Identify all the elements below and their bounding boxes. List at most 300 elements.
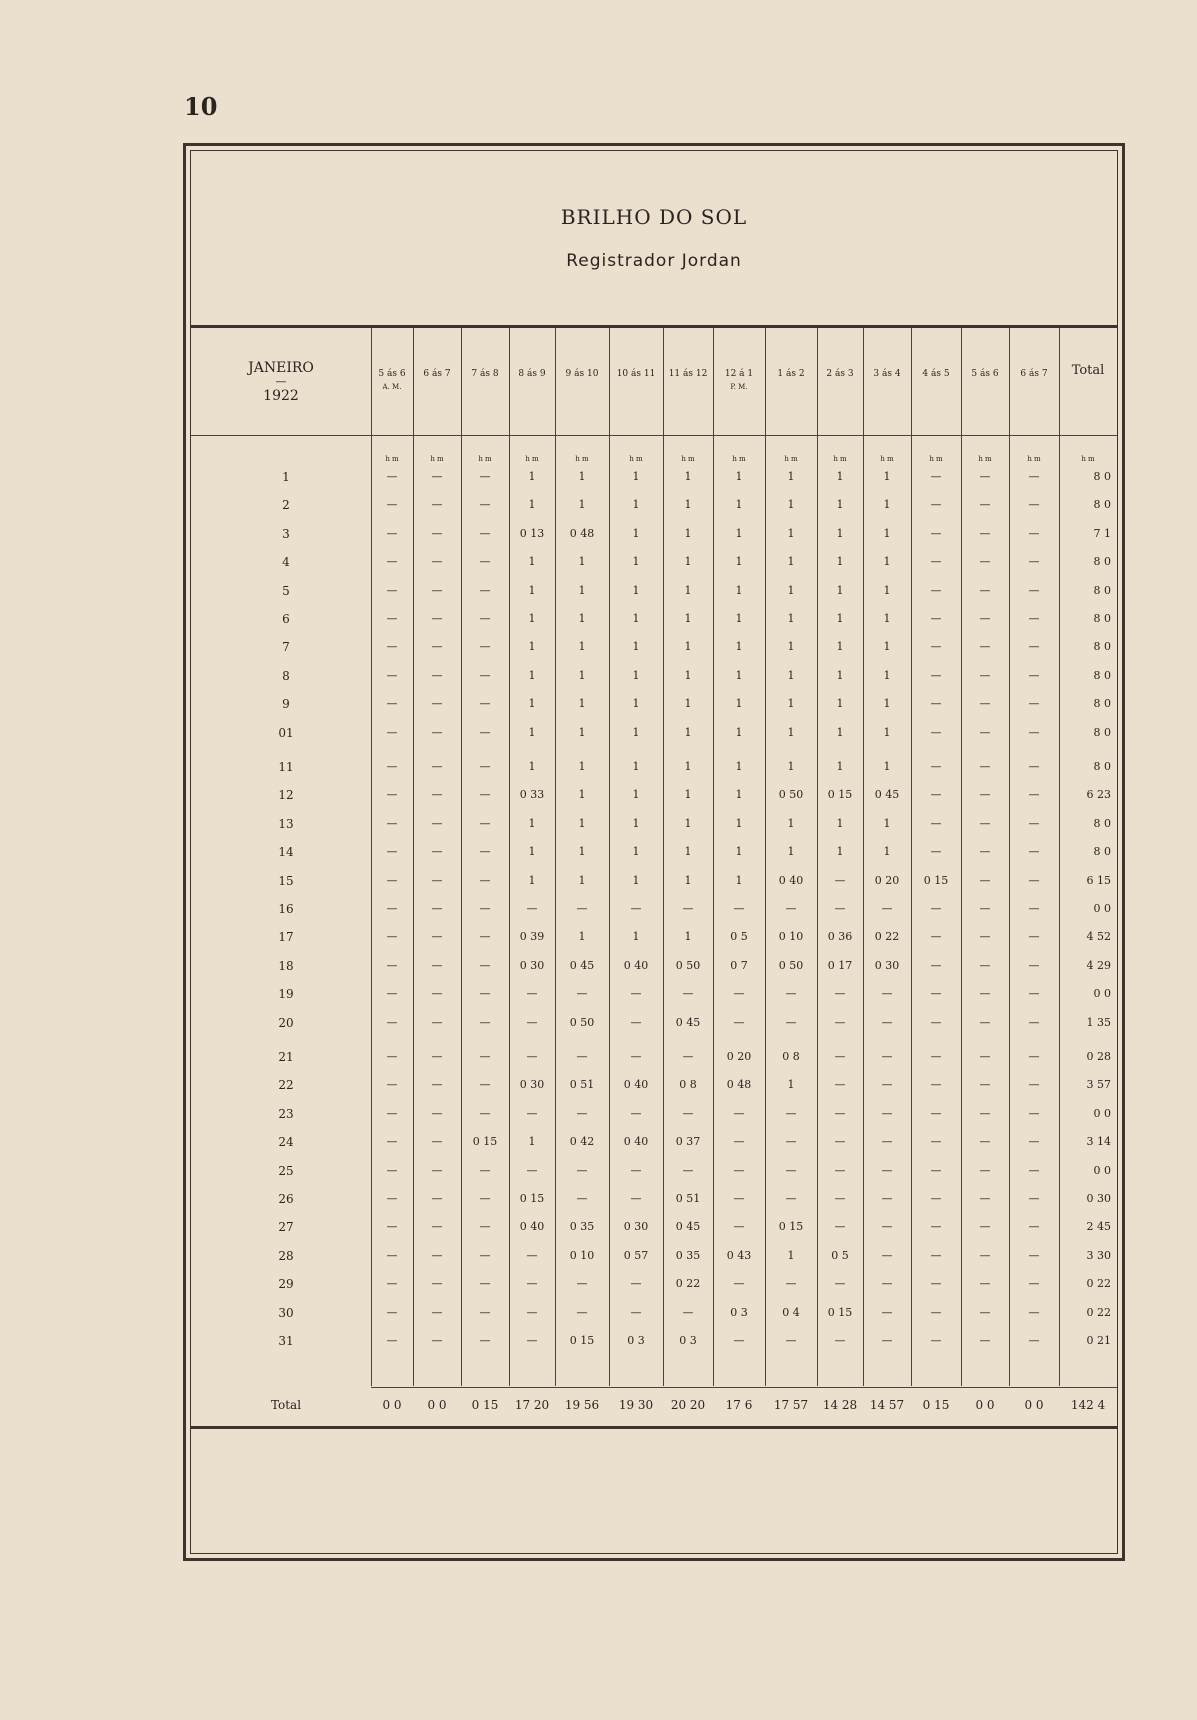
table-cell: — xyxy=(576,1277,588,1291)
table-row xyxy=(191,760,1117,780)
table-cell: — xyxy=(576,902,588,915)
column-header-label: 6 ás 7 xyxy=(423,369,451,379)
table-cell: — xyxy=(1028,1192,1040,1205)
table-cell: 0 10 xyxy=(778,930,804,944)
table-cell: 3 30 xyxy=(1086,1248,1111,1262)
table-cell: — xyxy=(930,1078,942,1092)
column-header xyxy=(371,368,413,394)
table-row xyxy=(191,1050,1117,1070)
table-cell: 1 xyxy=(632,697,640,711)
total-cell: 0 0 xyxy=(975,1398,995,1412)
table-cell: — xyxy=(479,498,491,512)
month-label xyxy=(191,359,371,405)
table-cell: 0 37 xyxy=(675,1135,701,1149)
table-cell: 1 xyxy=(684,788,692,802)
day-label: 30 xyxy=(278,1305,294,1320)
table-cell: 1 xyxy=(836,526,844,540)
table-cell: 1 xyxy=(578,498,586,512)
table-cell: — xyxy=(1028,1106,1040,1120)
table-cell: — xyxy=(576,1106,588,1120)
table-row xyxy=(191,640,1117,660)
table-cell: — xyxy=(386,1015,398,1029)
table-cell: — xyxy=(979,668,991,682)
table-cell: 0 15 xyxy=(569,1334,595,1347)
table-cell: 0 48 xyxy=(569,526,595,540)
table-cell: — xyxy=(479,470,491,483)
table-cell: 1 xyxy=(528,845,536,859)
table-cell: 0 15 xyxy=(472,1135,498,1149)
table-cell: 0 30 xyxy=(519,1078,545,1092)
table-cell: — xyxy=(979,526,991,540)
table-cell: 0 10 xyxy=(569,1248,595,1262)
table-cell: — xyxy=(682,1305,694,1319)
table-cell: 1 xyxy=(528,1135,536,1149)
table-cell: — xyxy=(479,668,491,682)
column-header xyxy=(461,368,509,381)
table-cell: — xyxy=(930,1163,942,1177)
total-cell: 0 0 xyxy=(382,1398,402,1412)
day-label: 14 xyxy=(278,845,294,860)
table-frame xyxy=(183,143,1125,1561)
table-row xyxy=(191,987,1117,1007)
table-cell: — xyxy=(431,1106,443,1120)
table-cell: — xyxy=(479,555,491,569)
table-cell: — xyxy=(1028,1163,1040,1177)
table-cell: — xyxy=(431,788,443,802)
table-cell: 0 30 xyxy=(519,958,545,972)
column-header-label: 2 ás 3 xyxy=(826,369,854,379)
table-cell: — xyxy=(479,1248,491,1262)
table-cell: 0 3 xyxy=(627,1334,645,1347)
table-row xyxy=(191,555,1117,575)
page-subtitle: Registrador Jordan xyxy=(566,251,742,271)
day-label: 13 xyxy=(278,816,294,831)
table-cell: — xyxy=(979,958,991,972)
table-row xyxy=(191,498,1117,518)
table-cell: — xyxy=(881,1106,893,1120)
units-rule xyxy=(191,435,1117,436)
table-cell: 3 57 xyxy=(1086,1078,1111,1092)
unit-label: h m xyxy=(1081,455,1095,463)
table-row xyxy=(191,1306,1117,1326)
total-cell: 17 20 xyxy=(514,1398,550,1412)
table-cell: 1 xyxy=(578,470,586,483)
table-cell: — xyxy=(479,526,491,540)
table-cell: — xyxy=(1028,1248,1040,1262)
table-cell: 1 xyxy=(632,760,640,773)
table-cell: 1 xyxy=(684,725,692,739)
day-label: 19 xyxy=(278,987,294,1002)
table-cell: — xyxy=(881,1135,893,1149)
table-cell: — xyxy=(479,1277,491,1291)
table-cell: — xyxy=(979,1106,991,1120)
table-cell: 0 20 xyxy=(874,873,900,887)
total-cell: 0 15 xyxy=(471,1398,499,1412)
table-cell: — xyxy=(479,845,491,859)
column-header-label: 10 ás 11 xyxy=(616,369,656,379)
table-cell: 8 0 xyxy=(1093,760,1111,773)
table-cell: 1 xyxy=(528,583,536,597)
table-cell: — xyxy=(1028,612,1040,625)
table-cell: — xyxy=(526,1015,538,1029)
table-cell: 1 xyxy=(836,583,844,597)
day-label: 28 xyxy=(278,1248,294,1263)
table-cell: 0 22 xyxy=(675,1277,701,1291)
table-row xyxy=(191,817,1117,837)
table-cell: 1 xyxy=(836,725,844,739)
table-cell: — xyxy=(526,1050,538,1063)
table-cell: — xyxy=(431,498,443,512)
table-cell: — xyxy=(979,1220,991,1234)
table-cell: 1 xyxy=(684,873,692,887)
table-cell: 0 40 xyxy=(623,958,649,972)
table-cell: — xyxy=(479,640,491,654)
table-cell: — xyxy=(930,470,942,483)
table-cell: — xyxy=(785,1163,797,1177)
table-cell: — xyxy=(785,987,797,1001)
table-cell: — xyxy=(386,470,398,483)
table-row xyxy=(191,1220,1117,1240)
unit-label: h m xyxy=(575,455,589,463)
table-cell: — xyxy=(1028,873,1040,887)
table-cell: — xyxy=(881,1050,893,1063)
table-cell: — xyxy=(682,1163,694,1177)
table-cell: — xyxy=(979,816,991,830)
table-cell: 0 39 xyxy=(519,930,545,944)
table-cell: 1 xyxy=(528,725,536,739)
table-cell: — xyxy=(834,1015,846,1029)
table-cell: 0 7 xyxy=(730,958,748,972)
table-cell: 1 xyxy=(735,668,743,682)
table-cell: — xyxy=(785,1135,797,1149)
table-cell: — xyxy=(479,1078,491,1092)
table-cell: — xyxy=(479,788,491,802)
table-cell: — xyxy=(930,668,942,682)
table-cell: — xyxy=(479,1015,491,1029)
bottom-rule xyxy=(191,1426,1117,1429)
table-cell: 1 xyxy=(632,526,640,540)
table-cell: 1 xyxy=(883,470,891,483)
table-cell: 1 xyxy=(684,845,692,859)
table-cell: — xyxy=(834,1106,846,1120)
table-cell: — xyxy=(930,1106,942,1120)
table-cell: — xyxy=(630,987,642,1001)
year-label: 1922 xyxy=(263,388,299,404)
table-cell: 0 45 xyxy=(675,1015,701,1029)
table-cell: — xyxy=(431,470,443,483)
table-cell: — xyxy=(930,930,942,944)
table-cell: 1 xyxy=(578,725,586,739)
column-header xyxy=(509,368,555,381)
table-cell: 1 xyxy=(684,760,692,773)
table-row xyxy=(191,726,1117,746)
table-cell: — xyxy=(979,1135,991,1149)
table-frame-inner xyxy=(190,150,1118,1554)
table-cell: 1 xyxy=(528,470,536,483)
table-cell: — xyxy=(479,1334,491,1347)
day-label: 27 xyxy=(278,1220,294,1235)
table-cell: 1 xyxy=(632,845,640,859)
table-row xyxy=(191,902,1117,922)
table-cell: — xyxy=(930,1050,942,1063)
unit-label: h m xyxy=(929,455,943,463)
day-label: 29 xyxy=(278,1277,294,1292)
day-label: 12 xyxy=(278,788,294,803)
table-cell: — xyxy=(785,1192,797,1205)
day-label: 8 xyxy=(282,668,290,683)
table-cell: 0 35 xyxy=(675,1248,701,1262)
day-label: 23 xyxy=(278,1106,294,1121)
total-cell: 14 28 xyxy=(822,1398,858,1412)
table-cell: 1 xyxy=(578,640,586,654)
table-cell: — xyxy=(979,612,991,625)
table-cell: — xyxy=(979,1192,991,1205)
table-cell: — xyxy=(1028,816,1040,830)
table-cell: 1 xyxy=(787,697,795,711)
table-cell: — xyxy=(386,1078,398,1092)
column-header xyxy=(609,368,663,381)
table-cell: 1 xyxy=(528,640,536,654)
table-cell: 1 xyxy=(735,725,743,739)
table-cell: 7 1 xyxy=(1093,526,1111,540)
unit-label: h m xyxy=(478,455,492,463)
table-cell: — xyxy=(479,1220,491,1234)
table-cell: — xyxy=(431,902,443,915)
table-cell: — xyxy=(576,1192,588,1205)
table-cell: — xyxy=(733,902,745,915)
table-cell: 1 xyxy=(836,816,844,830)
table-row xyxy=(191,788,1117,808)
table-cell: 1 xyxy=(787,845,795,859)
table-cell: — xyxy=(386,668,398,682)
table-cell: — xyxy=(682,1050,694,1063)
column-header-label: 7 ás 8 xyxy=(471,369,499,379)
table-cell: — xyxy=(431,1334,443,1347)
table-cell: — xyxy=(1028,640,1040,654)
table-cell: 0 8 xyxy=(679,1078,697,1092)
table-cell: 0 30 xyxy=(1086,1192,1111,1205)
table-cell: 1 xyxy=(883,816,891,830)
table-cell: — xyxy=(479,725,491,739)
table-cell: — xyxy=(386,958,398,972)
table-cell: 8 0 xyxy=(1093,697,1111,711)
column-header xyxy=(713,368,765,394)
column-header-label: 6 ás 7 xyxy=(1020,369,1048,379)
table-cell: 1 xyxy=(883,845,891,859)
table-cell: — xyxy=(386,873,398,887)
column-header xyxy=(765,368,817,381)
table-row xyxy=(191,1107,1117,1127)
table-cell: — xyxy=(1028,526,1040,540)
table-cell: 1 xyxy=(735,873,743,887)
table-cell: — xyxy=(834,1220,846,1234)
table-cell: 0 13 xyxy=(519,526,545,540)
table-row xyxy=(191,874,1117,894)
table-cell: 0 42 xyxy=(569,1135,595,1149)
table-cell: 0 21 xyxy=(1086,1334,1111,1347)
table-row xyxy=(191,959,1117,979)
table-cell: — xyxy=(386,640,398,654)
table-cell: — xyxy=(526,1106,538,1120)
table-cell: — xyxy=(930,583,942,597)
table-cell: 1 xyxy=(528,697,536,711)
table-cell: — xyxy=(834,873,846,887)
table-cell: — xyxy=(431,583,443,597)
column-header-label: 4 ás 5 xyxy=(922,369,950,379)
table-cell: 0 50 xyxy=(569,1015,595,1029)
month-name: JANEIRO xyxy=(248,360,314,376)
table-cell: 1 xyxy=(735,697,743,711)
day-label: 20 xyxy=(278,1015,294,1030)
table-cell: 0 15 xyxy=(827,788,853,802)
table-cell: 1 xyxy=(632,612,640,625)
table-cell: — xyxy=(881,987,893,1001)
table-cell: — xyxy=(431,1192,443,1205)
table-cell: — xyxy=(526,1248,538,1262)
table-cell: — xyxy=(733,1334,745,1347)
table-cell: 0 22 xyxy=(1086,1277,1111,1291)
table-cell: — xyxy=(834,1192,846,1205)
table-cell: 1 xyxy=(578,760,586,773)
table-cell: — xyxy=(930,1277,942,1291)
table-row xyxy=(191,669,1117,689)
table-cell: 0 48 xyxy=(726,1078,752,1092)
table-cell: 1 xyxy=(528,760,536,773)
unit-label: h m xyxy=(833,455,847,463)
column-header-label: 1 ás 2 xyxy=(777,369,805,379)
day-label: 21 xyxy=(278,1050,294,1064)
table-cell: 1 xyxy=(735,498,743,512)
table-cell: — xyxy=(979,845,991,859)
table-cell: — xyxy=(386,1163,398,1177)
total-row xyxy=(191,1398,1117,1418)
table-cell: — xyxy=(979,930,991,944)
column-header xyxy=(555,368,609,381)
table-cell: 0 50 xyxy=(675,958,701,972)
table-cell: 1 xyxy=(632,555,640,569)
total-cell: 20 20 xyxy=(670,1398,706,1412)
table-cell: — xyxy=(526,987,538,1001)
table-cell: 0 40 xyxy=(519,1220,545,1234)
table-cell: 8 0 xyxy=(1093,668,1111,682)
table-cell: — xyxy=(1028,1135,1040,1149)
table-cell: — xyxy=(576,1163,588,1177)
table-cell: 0 40 xyxy=(623,1078,649,1092)
day-label: 22 xyxy=(278,1078,294,1093)
table-cell: 1 xyxy=(684,555,692,569)
table-cell: — xyxy=(682,902,694,915)
table-cell: 1 35 xyxy=(1086,1015,1111,1029)
table-cell: — xyxy=(526,1163,538,1177)
table-cell: 0 15 xyxy=(827,1305,853,1319)
column-header-label: 9 ás 10 xyxy=(565,369,599,379)
day-label: 2 xyxy=(282,498,290,513)
unit-label: h m xyxy=(784,455,798,463)
table-cell: — xyxy=(733,1106,745,1120)
table-cell: — xyxy=(1028,668,1040,682)
total-cell: 17 57 xyxy=(773,1398,809,1412)
table-cell: 1 xyxy=(787,760,795,773)
total-rule xyxy=(371,1387,1117,1388)
day-label: 5 xyxy=(282,583,290,598)
table-cell: — xyxy=(930,725,942,739)
table-row xyxy=(191,1249,1117,1269)
total-cell: 142 4 xyxy=(1070,1398,1106,1412)
column-header-label: Total xyxy=(1071,363,1105,378)
table-cell: — xyxy=(733,1192,745,1205)
table-cell: 1 xyxy=(528,555,536,569)
table-cell: — xyxy=(930,1192,942,1205)
table-cell: — xyxy=(1028,958,1040,972)
table-cell: 0 45 xyxy=(569,958,595,972)
table-cell: 1 xyxy=(787,612,795,625)
table-cell: — xyxy=(881,1078,893,1092)
table-cell: — xyxy=(431,958,443,972)
table-cell: — xyxy=(386,498,398,512)
table-cell: — xyxy=(431,640,443,654)
table-cell: — xyxy=(386,930,398,944)
table-cell: — xyxy=(630,1050,642,1063)
table-cell: — xyxy=(576,1050,588,1063)
table-cell: 0 35 xyxy=(569,1220,595,1234)
table-cell: — xyxy=(979,1163,991,1177)
table-cell: 1 xyxy=(684,640,692,654)
table-cell: 1 xyxy=(883,498,891,512)
table-cell: 1 xyxy=(528,873,536,887)
table-cell: — xyxy=(979,725,991,739)
day-label: 6 xyxy=(282,612,290,626)
table-cell: — xyxy=(930,498,942,512)
table-cell: 1 xyxy=(684,470,692,483)
table-cell: 1 xyxy=(836,612,844,625)
day-label: 15 xyxy=(278,873,294,888)
table-cell: — xyxy=(431,612,443,625)
table-cell: 1 xyxy=(578,668,586,682)
table-cell: 0 45 xyxy=(675,1220,701,1234)
table-cell: — xyxy=(979,902,991,915)
table-cell: — xyxy=(930,1015,942,1029)
table-cell: — xyxy=(431,1050,443,1063)
table-cell: 1 xyxy=(787,498,795,512)
table-cell: 1 xyxy=(787,816,795,830)
table-cell: — xyxy=(881,1220,893,1234)
column-header xyxy=(863,368,911,381)
table-cell: — xyxy=(1028,583,1040,597)
table-cell: — xyxy=(881,1277,893,1291)
table-cell: — xyxy=(881,1334,893,1347)
table-cell: 0 5 xyxy=(831,1248,849,1262)
table-cell: 0 17 xyxy=(827,958,853,972)
table-cell: — xyxy=(930,1334,942,1347)
table-cell: — xyxy=(479,1192,491,1205)
table-cell: 6 15 xyxy=(1086,873,1111,887)
table-cell: 1 xyxy=(632,498,640,512)
table-cell: 4 52 xyxy=(1086,930,1111,944)
table-cell: — xyxy=(431,816,443,830)
column-header-label: 12 á 1 xyxy=(724,369,754,379)
table-cell: 1 xyxy=(883,640,891,654)
column-header-label: 3 ás 4 xyxy=(873,369,901,379)
table-cell: 0 50 xyxy=(778,958,804,972)
table-cell: — xyxy=(881,1248,893,1262)
table-cell: — xyxy=(785,902,797,915)
page-number: 10 xyxy=(184,92,218,121)
day-label: 31 xyxy=(278,1334,294,1348)
day-label: 7 xyxy=(282,640,290,655)
table-cell: 1 xyxy=(735,612,743,625)
table-cell: — xyxy=(479,697,491,711)
table-cell: — xyxy=(881,1163,893,1177)
